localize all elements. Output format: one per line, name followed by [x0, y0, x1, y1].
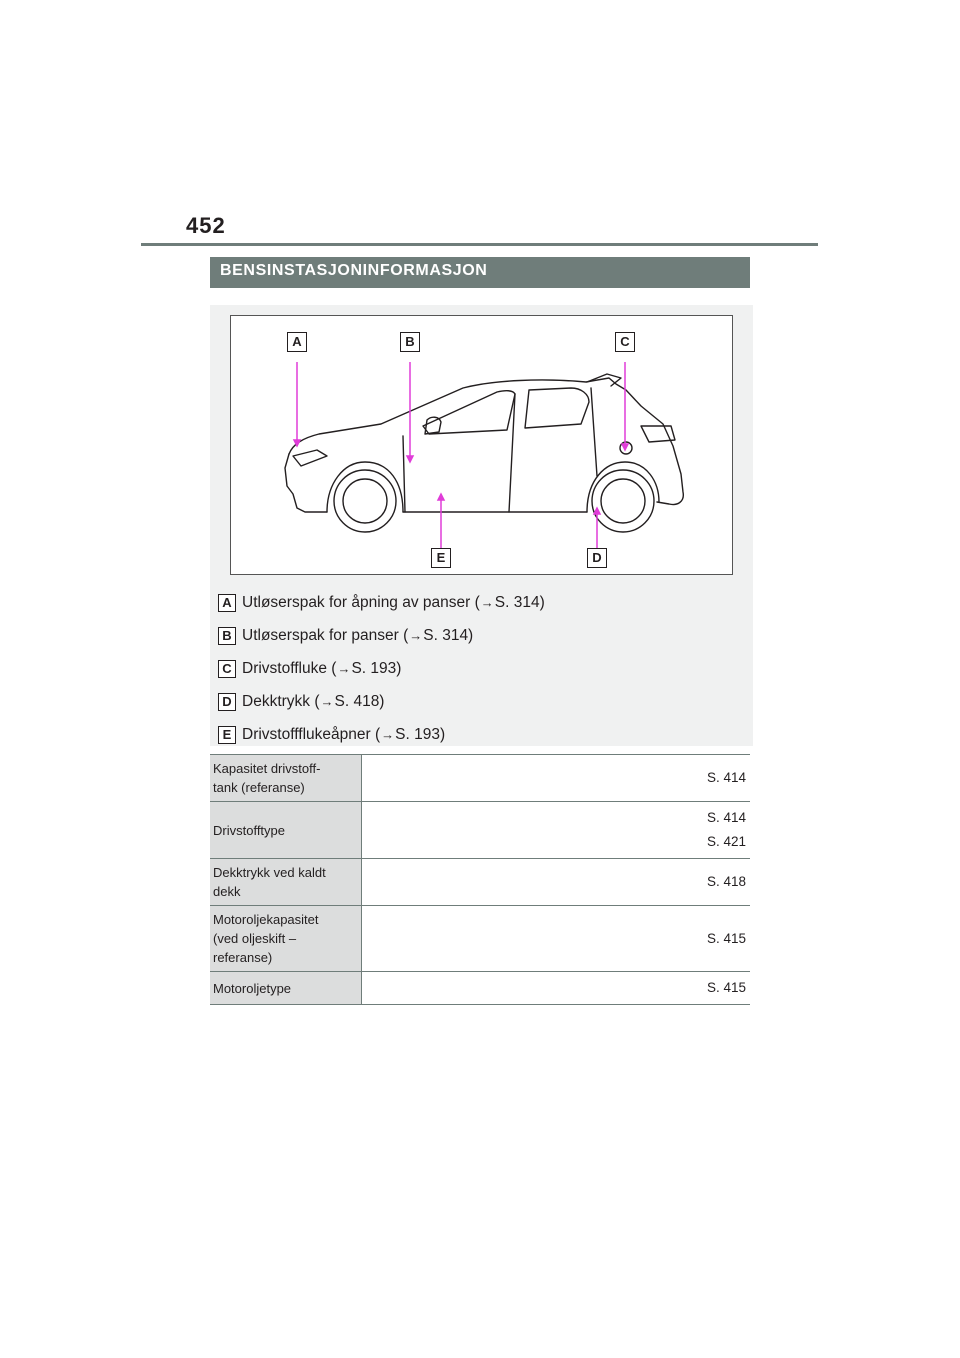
legend-letter: C: [218, 660, 236, 678]
row-label: Drivstofftype: [210, 802, 361, 859]
arrow-icon: →: [381, 727, 395, 742]
row-value: [361, 755, 750, 802]
legend-item: [218, 619, 738, 652]
row-value: [361, 859, 750, 906]
page-ref[interactable]: S. 414: [706, 770, 746, 785]
table-row: [210, 802, 750, 859]
page-ref[interactable]: S. 415: [706, 980, 746, 995]
legend-letter: E: [218, 726, 236, 744]
legend-text: Dekktrykk (: [242, 692, 320, 710]
row-value: [361, 802, 750, 859]
page-ref[interactable]: S. 421: [706, 834, 746, 849]
arrow-icon: →: [320, 694, 334, 709]
table-row: [210, 755, 750, 802]
legend-ref[interactable]: S. 418): [334, 692, 385, 710]
legend-text: Drivstoffluke (: [242, 659, 337, 677]
row-label: Motoroljekapasitet (ved oljeskift – referanse): [210, 906, 361, 972]
legend-item: [218, 652, 738, 685]
legend-letter: D: [218, 693, 236, 711]
legend-ref[interactable]: S. 314): [494, 593, 545, 611]
table-row: [210, 859, 750, 906]
row-label: Motoroljetype: [210, 972, 361, 1005]
top-rule: [141, 243, 818, 246]
callout-d: D: [587, 548, 607, 568]
legend: [218, 586, 738, 751]
legend-letter: B: [218, 627, 236, 645]
table-row: [210, 972, 750, 1005]
legend-item: [218, 586, 738, 619]
car-illustration: [231, 316, 734, 576]
legend-item: [218, 685, 738, 718]
legend-ref[interactable]: S. 314): [423, 626, 474, 644]
row-label: Kapasitet drivstoff- tank (referanse): [210, 755, 361, 802]
callout-e: E: [431, 548, 451, 568]
arrow-icon: →: [409, 628, 423, 643]
legend-text: Utløserspak for åpning av panser (: [242, 593, 480, 611]
arrow-icon: →: [337, 661, 351, 676]
arrow-icon: →: [480, 595, 494, 610]
row-value: [361, 906, 750, 972]
legend-ref[interactable]: S. 193): [395, 725, 446, 743]
row-label: Dekktrykk ved kaldt dekk: [210, 859, 361, 906]
spec-table: [210, 754, 750, 1005]
callout-c: C: [615, 332, 635, 352]
page-ref[interactable]: S. 414: [706, 810, 746, 825]
legend-ref[interactable]: S. 193): [351, 659, 402, 677]
row-value: [361, 972, 750, 1005]
callout-b: B: [400, 332, 420, 352]
car-diagram: [230, 315, 733, 575]
callout-a: A: [287, 332, 307, 352]
section-title: BENSINSTASJONINFORMASJON: [210, 257, 750, 288]
table-row: [210, 906, 750, 972]
legend-text: Drivstoffflukeåpner (: [242, 725, 381, 743]
page-ref[interactable]: S. 418: [706, 874, 746, 889]
legend-letter: A: [218, 594, 236, 612]
legend-item: [218, 718, 738, 751]
page-number: 452: [186, 213, 226, 238]
legend-text: Utløserspak for panser (: [242, 626, 409, 644]
page-ref[interactable]: S. 415: [706, 930, 746, 946]
